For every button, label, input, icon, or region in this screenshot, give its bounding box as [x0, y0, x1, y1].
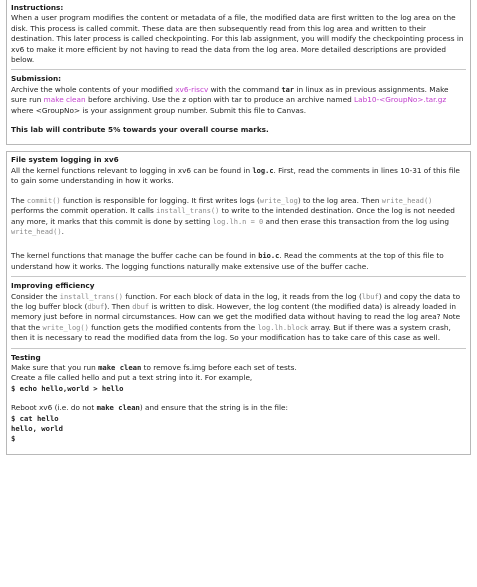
log-lh-block-code: log.lh.block	[257, 323, 309, 332]
write-log-function: write_log	[259, 196, 298, 205]
instructions-box	[6, 0, 471, 145]
section-divider	[11, 69, 466, 70]
instructions-heading: Instructions:	[11, 3, 64, 12]
section-divider	[11, 348, 466, 349]
improving-paragraph: Consider the install_trans() function. For each block of data in the log, it reads from the log (lbuf) and copy the data to the log buffer block (dbuf). Then dbuf is written to disk. However, the log content (the modified data) is already loaded in memory just before in normal circumstances. How can we get the modified data without having to read the log area? Note that the write_log() function gets the modified contents from the log.lh.block array. But if there was a system crash, then it is necessary to read the modified data from the log. So your modification has to take care of this case as well.	[11, 291, 461, 343]
logging-paragraph-2: The commit() function is responsible for logging. It first writes logs (write_log) to the log area. Then write_head() performs the commit operation. It calls install_trans() to write to the intended destination. Once the log is not needed any more, it marks that this commit is done by setting log.lh.n = 0 and then erase this transaction from the log using write_head().	[11, 195, 455, 236]
dbuf-code: dbuf	[87, 302, 105, 311]
lbuf-code: lbuf	[361, 292, 379, 301]
main-content-box	[6, 151, 471, 454]
testing-paragraph-1: Make sure that you run make clean to remove fs.img before each set of tests.	[11, 362, 297, 372]
log-c-file: log.c	[252, 166, 274, 175]
install-trans-function: install_trans()	[156, 207, 220, 216]
write-head-function-2: write_head()	[11, 227, 62, 236]
section-divider	[11, 276, 466, 277]
make-clean-command-2: make clean	[96, 403, 140, 413]
logging-heading: File system logging in xv6	[11, 155, 119, 165]
cat-output: hello, world	[11, 424, 63, 433]
echo-command: $ echo hello,world > hello	[11, 383, 124, 393]
make-clean-command: make clean	[98, 362, 142, 372]
make-clean-link: make clean	[43, 95, 86, 105]
dbuf-code-2: dbuf	[132, 302, 150, 311]
commit-function: commit()	[26, 196, 61, 205]
improving-heading: Improving efficiency	[11, 281, 95, 291]
testing-heading: Testing	[11, 352, 41, 362]
tar-command: tar	[281, 85, 295, 94]
cat-command: $ cat hello	[11, 413, 59, 423]
logging-paragraph-3: The kernel functions that manage the buffer cache can be found in bio.c. Read the comments at the top of this file to understand how it works. The logging functions naturally make extensive use of the buffer cache.	[11, 251, 444, 271]
install-trans-function-ref: install_trans()	[59, 292, 123, 301]
archive-name: Lab10-<GroupNo>.tar.gz	[354, 95, 447, 105]
bio-c-file: bio.c	[258, 252, 280, 261]
logging-paragraph-1: All the kernel functions relevant to logging in xv6 can be found in log.c. First, read the comments in lines 10-31 of this file to gain some understanding in how it works.	[11, 165, 460, 186]
write-log-function-ref: write_log()	[42, 323, 89, 332]
log-lh-n-code: log.lh.n = 0	[212, 217, 264, 226]
submission-paragraph: Archive the whole contents of your modified xv6-riscv with the command tar in linux as in previous assignments. Make sure run make clean before archiving. Use the z option with tar to produce an archive named Lab10-<GroupNo>.tar.gz where <GroupNo> is your assignment group number. Submit this file to Canvas.	[11, 84, 449, 115]
marks-note: This lab will contribute 5% towards your overall course marks.	[11, 125, 269, 135]
submission-heading: Submission:	[11, 74, 62, 84]
xv6-riscv-link[interactable]: xv6-riscv	[175, 84, 209, 94]
write-head-function: write_head()	[381, 196, 433, 205]
shell-prompt: $	[11, 434, 16, 444]
testing-paragraph-2: Create a file called hello and put a text string into it. For example,	[11, 373, 253, 383]
instructions-paragraph: When a user program modifies the content or metadata of a file, the modified data are first written to the log area on the disk. This process is called commit. These data are then subsequently read from this log area and written to their destination. This later process is called checkpointing. For this lab assignment, you will modify the checkpointing process in xv6 to make it more efficient by not having to read the data from the log area. More detailed descriptions are provided below.	[11, 13, 464, 65]
testing-paragraph-4: Reboot xv6 (i.e. do not make clean) and ensure that the string is in the file:	[11, 403, 288, 413]
